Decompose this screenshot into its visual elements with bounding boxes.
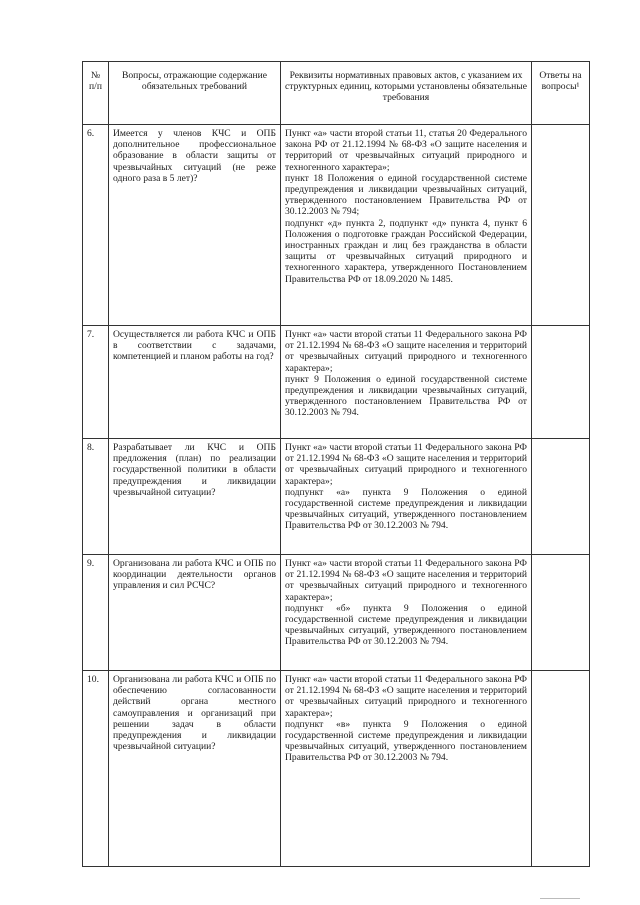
requisite-item: Пункт «а» части второй статьи 11 Федерального закона РФ от 21.12.1994 № 68-ФЗ «О защите населения и территорий от чрезвычайных ситуаций природного и техногенного характера»; bbox=[285, 329, 527, 374]
table-row bbox=[83, 125, 590, 326]
requisite-item: подпункт «б» пункта 9 Положения о единой государственной системе предупреждения и ликвидации чрезвычайных ситуаций, утвержденного постановлением Правительства РФ от 30.12.2003 № 794. bbox=[285, 602, 527, 648]
row-question: Осуществляется ли работа КЧС и ОПБ в соответствии с задачами, компетенцией и планом работы на год? bbox=[109, 326, 281, 439]
row-answer[interactable] bbox=[532, 439, 590, 555]
requirements-table bbox=[82, 61, 590, 867]
row-number: 6. bbox=[83, 125, 109, 326]
table-row bbox=[83, 555, 590, 671]
header-num: № п/п bbox=[83, 62, 109, 125]
row-number: 9. bbox=[83, 555, 109, 671]
header-requisites: Реквизиты нормативных правовых актов, с указанием их структурных единиц, которыми установлены обязательные требования bbox=[281, 62, 532, 125]
row-number: 10. bbox=[83, 671, 109, 867]
requisite-item: Пункт «а» части второй статьи 11, статья 20 Федерального закона РФ от 21.12.1994 № 68-ФЗ «О защите населения и территорий от чрезвычайных ситуаций природного и техногенного характера»; bbox=[285, 128, 527, 173]
requisite-item: Пункт «а» части второй статьи 11 Федерального закона РФ от 21.12.1994 № 68-ФЗ «О защите населения и территорий от чрезвычайных ситуаций природного и техногенного характера»; bbox=[285, 442, 527, 487]
header-question: Вопросы, отражающие содержание обязательных требований bbox=[109, 62, 281, 125]
table-row bbox=[83, 439, 590, 555]
row-requisites bbox=[281, 671, 532, 867]
requisite-item: пункт 9 Положения о единой государственной системе предупреждения и ликвидации чрезвычайных ситуаций, утвержденного постановлением Правительства РФ от 30.12.2003 № 794. bbox=[285, 373, 527, 419]
table-row bbox=[83, 326, 590, 439]
requisite-item: Пункт «а» части второй статьи 11 Федерального закона РФ от 21.12.1994 № 68-ФЗ «О защите населения и территорий от чрезвычайных ситуаций природного и техногенного характера»; bbox=[285, 558, 527, 603]
row-requisites bbox=[281, 125, 532, 326]
row-answer[interactable] bbox=[532, 125, 590, 326]
requisite-item: подпункт «в» пункта 9 Положения о единой государственной системе предупреждения и ликвидации чрезвычайных ситуаций, утвержденного постановлением Правительства РФ от 30.12.2003 № 794. bbox=[285, 718, 527, 764]
requisite-item: подпункт «д» пункта 2, подпункт «д» пункта 4, пункт 6 Положения о подготовке граждан Российской Федерации, иностранных граждан и лиц без гражданства в области защиты от чрезвычайных ситуаций природного и техногенного характера, утвержденного Постановлением Правительства РФ от 18.09.2020 № 1485. bbox=[285, 217, 527, 285]
row-question: Разрабатывает ли КЧС и ОПБ предложения (план) по реализации государственной политики в области предупреждения и ликвидации чрезвычайной ситуации? bbox=[109, 439, 281, 555]
row-question: Организована ли работа КЧС и ОПБ по обеспечению согласованности действий органа местного самоуправления и организаций при решении задач в области предупреждения и ликвидации чрезвычайной ситуации? bbox=[109, 671, 281, 867]
row-requisites bbox=[281, 439, 532, 555]
header-answer: Ответы на вопросы¹ bbox=[532, 62, 590, 125]
row-requisites bbox=[281, 326, 532, 439]
row-number: 8. bbox=[83, 439, 109, 555]
row-question: Имеется у членов КЧС и ОПБ дополнительное профессиональное образование в области защиты от чрезвычайных ситуаций (не реже одного раза в 5 лет)? bbox=[109, 125, 281, 326]
table-row bbox=[83, 671, 590, 867]
table-header-row bbox=[83, 62, 590, 125]
page-footer-mark bbox=[540, 898, 580, 899]
row-answer[interactable] bbox=[532, 326, 590, 439]
requisite-item: подпункт «а» пункта 9 Положения о единой государственной системе предупреждения и ликвидации чрезвычайных ситуаций, утвержденного постановлением Правительства РФ от 30.12.2003 № 794. bbox=[285, 486, 527, 532]
row-number: 7. bbox=[83, 326, 109, 439]
requisite-item: Пункт «а» части второй статьи 11 Федерального закона РФ от 21.12.1994 № 68-ФЗ «О защите населения и территорий от чрезвычайных ситуаций природного и техногенного характера»; bbox=[285, 674, 527, 719]
row-question: Организована ли работа КЧС и ОПБ по координации деятельности органов управления и сил РСЧС? bbox=[109, 555, 281, 671]
row-answer[interactable] bbox=[532, 555, 590, 671]
row-requisites bbox=[281, 555, 532, 671]
requisite-item: пункт 18 Положения о единой государственной системе предупреждения и ликвидации чрезвычайных ситуаций, утвержденного постановлением Правительства РФ от 30.12.2003 № 794; bbox=[285, 172, 527, 218]
row-answer[interactable] bbox=[532, 671, 590, 867]
